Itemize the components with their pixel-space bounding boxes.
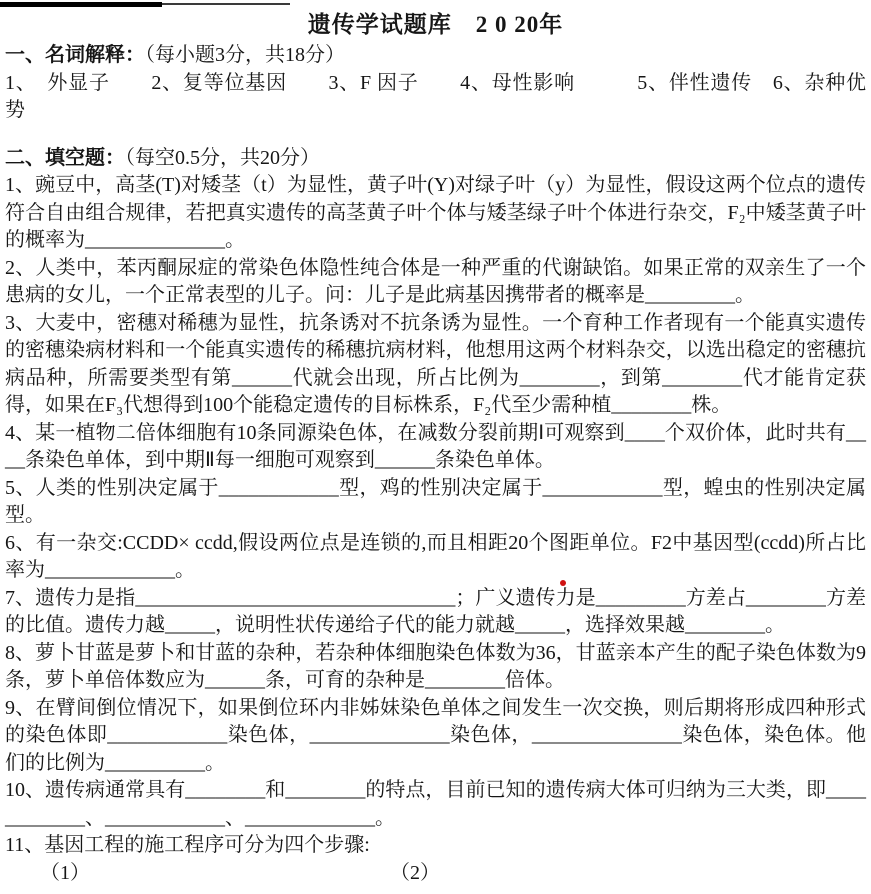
section1-terms-line2: 势 (5, 99, 25, 121)
scan-artifact-line (162, 3, 290, 5)
subitem-2-label: （2） (390, 861, 440, 884)
question-2: 2、人类中，苯丙酮尿症的常染色体隐性纯合体是一种严重的代谢缺馅。如果正常的双亲生了一个患病的女儿，一个正常表型的儿子。问：儿子是此病基因携带者的概率是_________。 (5, 256, 866, 306)
question-11-subitems (5, 860, 866, 888)
question-8: 8、萝卜甘蓝是萝卜和甘蓝的杂种，若杂种体细胞染色体数为36，甘蓝亲本产生的配子染色体数为9条，萝卜单倍体数应为______条，可育的杂种是________倍体。 (5, 641, 866, 691)
question-6: 6、有一杂交:CCDD× ccdd,假设两位点是连锁的,而且相距20个图距单位。F2中基因型(ccdd)所占比率为_____________。 (5, 531, 866, 581)
section2-heading (5, 145, 866, 173)
question-3: 3、大麦中，密穗对稀穗为显性，抗条诱对不抗条诱为显性。一个育种工作者现有一个能真实遗传的密穗染病材料和一个能真实遗传的稀穗抗病材料，他想用这两个材料杂交，以选出稳定的密穗抗病品种，所需要类型有第______代就会出现，所占比例为________，到第________代才能肯定获得，如果在F₃代想得到100个能稳定遗传的目标株系，F₂代至少需种植________株。 (5, 311, 866, 416)
question-11: 11、基因工程的施工程序可分为四个步骤: (5, 834, 370, 856)
page-title: 遗传学试题库 2 0 20年 (307, 12, 564, 37)
question-5: 5、人类的性别决定属于____________型，鸡的性别决定属于____________型，蝗虫的性别决定属型。 (5, 476, 866, 526)
subitem-1-label: （1） (40, 861, 90, 884)
red-dot-annotation (560, 580, 566, 586)
section2-heading-label: 二、填空题： (5, 146, 125, 169)
section1-terms-line1: 1、 外显子 2、复等位基因 3、F 因子 4、母性影响 5、伴性遗传 6、杂种优 (5, 71, 866, 94)
question-10: 10、遗传病通常具有________和________的特点，目前已知的遗传病大体可归纳为三大类，即____________、____________、_____________。 (5, 779, 866, 829)
question-7: 7、遗传力是指________________________________；广义遗传力是_________方差占________方差的比值。遗传力越_____，说明性状传递给子代的能力就越_____，选择效果越________。 (5, 586, 866, 636)
scan-artifact-bar (0, 2, 162, 7)
section1-heading (5, 42, 866, 70)
section1-score-note: （每小题3分，共18分） (145, 44, 345, 66)
question-4: 4、某一植物二倍体细胞有10条同源染色体，在减数分裂前期Ⅰ可观察到____个双价体，此时共有____条染色单体，到中期Ⅱ每一细胞可观察到______条染色单体。 (5, 421, 866, 471)
question-9: 9、在臂间倒位情况下，如果倒位环内非姊妹染色单体之间发生一次交换，则后期将形成四种形式的染色体即____________染色体，______________染色体，_______________染色体，染色体。他们的比例为__________。 (5, 696, 866, 774)
section1-heading-label: 一、名词解释： (5, 44, 145, 66)
section2-score-note: （每空0.5分，共20分） (125, 146, 320, 169)
question-1: 1、豌豆中，高茎(T)对矮茎（t）为显性，黄子叶(Y)对绿子叶（y）为显性，假设这两个位点的遗传符合自由组合规律，若把真实遗传的高茎黄子叶个体与矮茎绿子叶个体进行杂交，F₂中矮茎黄子叶的概率为______________。 (5, 174, 866, 251)
